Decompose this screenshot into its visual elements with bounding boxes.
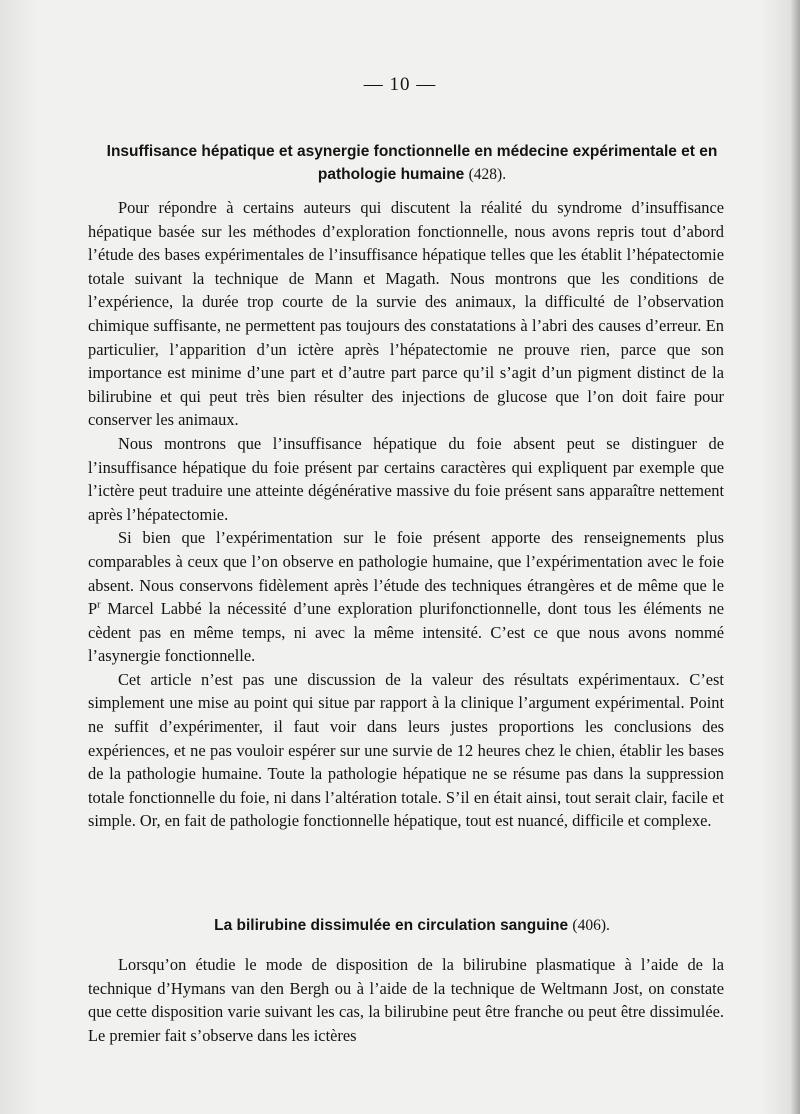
superscript: r: [97, 599, 101, 611]
paragraph: Lorsqu’on étudie le mode de disposition de la bilirubine plasmatique à l’aide de la technique d’Hymans van den Bergh ou à l’aide de la technique de Weltmann Jost, on constate que cette disposition varie suivant les cas, la bilirubine peut être franche ou peut être dissimulée. Le premier fait s’observe dans les ictères: [88, 955, 724, 1045]
section-heading-insuffisance: [92, 140, 732, 186]
section-body-insuffisance: [88, 196, 724, 833]
paragraph-text: Si bien que l’expérimentation sur le foie présent apporte des renseignements plus comparables à ceux que l’on observe en pathologie humaine, que l’expérimentation avec le foie absent. Nous conservons fidèlement après l’étude des techniques étrangères et de même que le P: [88, 528, 724, 619]
paragraph-text: Marcel Labbé la nécessité d’une exploration plurifonctionnelle, dont tous les éléments ne cèdent pas en même temps, ni avec la même intensité. C’est ce que nous avons nommé l’asynergie fonctionnelle.: [88, 599, 724, 666]
section-body-bilirubine: [88, 953, 724, 1047]
paragraph: Pour répondre à certains auteurs qui discutent la réalité du syndrome d’insuffisance hépatique basée sur les méthodes d’exploration fonctionnelle, nous avons repris tout d’abord l’étude des bases expérimentales de l’insuffisance hépatique telles que les établit l’hépatectomie totale suivant la technique de Mann et Magath. Nous montrons que les conditions de l’expérience, la durée trop courte de la survie des animaux, la difficulté de l’observation chimique suffisante, ne permettent pas toujours des constatations à l’abri des causes d’erreur. En particulier, l’apparition d’un ictère après l’hépatectomie ne prouve rien, parce que son importance est minime d’une part et d’autre part parce qu’il s’agit d’un pigment distinct de la bilirubine et qui peut très bien résulter des injections de glucose que l’on doit faire pour conserver les animaux.: [88, 198, 724, 430]
section-heading-title: Insuffisance hépatique et asynergie fonctionnelle en médecine expérimentale et en pathologie humaine: [106, 143, 718, 183]
section-heading-title: La bilirubine dissimulée en circulation sanguine: [214, 917, 569, 934]
paragraph: Cet article n’est pas une discussion de la valeur des résultats expérimentaux. C’est simplement une mise au point qui situe par rapport à la clinique l’argument expérimental. Point ne suffit d’expérimenter, il faut voir dans leurs justes proportions les conclusions des expériences, et ne pas vouloir espérer sur une survie de 12 heures chez le chien, établir les bases de la pathologie humaine. Toute la pathologie hépatique ne se résume pas dans la suppression totale fonctionnelle du foie, ni dans l’altération totale. S’il en était ainsi, tout serait clair, facile et simple. Or, en fait de pathologie fonctionnelle hépatique, tout est nuancé, difficile et complexe.: [88, 669, 724, 831]
paragraph: [88, 526, 724, 668]
paragraph: Nous montrons que l’insuffisance hépatique du foie absent peut se distinguer de l’insuffisance hépatique du foie présent par certains caractères qui expliquent par exemple que l’ictère peut traduire une atteinte dégénérative massive du foie présent sans apparaître nettement après l’hépatectomie.: [88, 433, 724, 524]
section-heading-ref: (406).: [572, 917, 610, 934]
page-number: — 10 —: [363, 74, 437, 95]
section-heading-bilirubine: [92, 914, 732, 937]
page-edge-shadow: [790, 0, 800, 1114]
section-heading-ref: (428).: [468, 166, 507, 183]
